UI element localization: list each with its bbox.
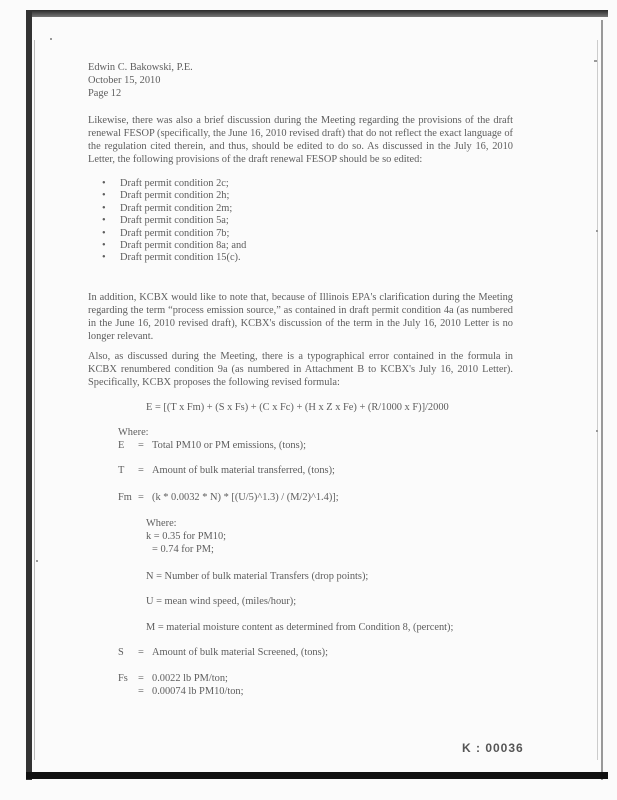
scan-speck — [596, 230, 598, 232]
symbol-e: E — [118, 440, 125, 451]
scan-left-line — [34, 40, 35, 760]
definition-fm: (k * 0.0032 * N) * [(U/5)^1.3) / (M/2)^1.4)]; — [152, 492, 339, 503]
list-item: • Draft permit condition 8a; and — [102, 240, 246, 252]
scan-bottom-edge — [26, 772, 608, 779]
scan-speck — [50, 38, 52, 40]
revised-formula: E = [(T x Fm) + (S x Fs) + (C x Fc) + (H x Z x Fe) + (R/1000 x F)]/2000 — [146, 402, 449, 413]
scan-left-edge — [26, 10, 32, 780]
where-label: Where: — [118, 427, 149, 438]
equals-sign: = — [138, 465, 144, 476]
definition-e: Total PM10 or PM emissions, (tons); — [152, 440, 306, 451]
list-item: • Draft permit condition 5a; — [102, 215, 246, 227]
equals-sign: = — [138, 647, 144, 658]
symbol-fm: Fm — [118, 492, 132, 503]
definition-n: N = Number of bulk material Transfers (drop points); — [146, 571, 369, 582]
scan-top-edge — [28, 10, 608, 17]
bates-stamp: K : 00036 — [462, 741, 524, 755]
inner-where-label: Where: — [146, 518, 177, 529]
paragraph-3: Also, as discussed during the Meeting, there is a typographical error contained in the formula in KCBX renumbered condition 9a (as numbered in Attachment B to KCBX's July 16, 2010 Letter). Specifically, KCBX proposes the following revised formula: — [88, 351, 513, 388]
definition-u: U = mean wind speed, (miles/hour); — [146, 596, 297, 607]
permit-condition-list — [102, 178, 246, 265]
definition-m: M = material moisture content as determined from Condition 8, (percent); — [146, 622, 454, 633]
list-item: • Draft permit condition 2c; — [102, 178, 246, 190]
scan-right-line — [597, 40, 598, 760]
symbol-t: T — [118, 465, 125, 476]
scan-right-edge — [601, 20, 603, 780]
k-value-pm: = 0.74 for PM; — [152, 544, 214, 555]
equals-sign: = — [138, 686, 144, 697]
symbol-fs: Fs — [118, 673, 128, 684]
definition-s: Amount of bulk material Screened, (tons); — [152, 647, 329, 658]
list-item: • Draft permit condition 7b; — [102, 228, 246, 240]
list-item: • Draft permit condition 2h; — [102, 190, 246, 202]
list-item: • Draft permit condition 15(c). — [102, 252, 246, 264]
paragraph-2: In addition, KCBX would like to note that, because of Illinois EPA's clarification during the Meeting regarding the term “process emission source,” as contained in draft permit condition 4a (as numbered in the June 16, 2010 revised draft), KCBX's discussion of the term in the July 16, 2010 Letter is no longer relevant. — [88, 292, 513, 342]
recipient-name: Edwin C. Bakowski, P.E. — [88, 62, 193, 73]
list-item: • Draft permit condition 2m; — [102, 203, 246, 215]
definition-fs-pm: 0.0022 lb PM/ton; — [152, 673, 228, 684]
letter-date: October 15, 2010 — [88, 75, 161, 86]
scan-speck — [594, 60, 597, 62]
equals-sign: = — [138, 440, 144, 451]
scan-speck — [596, 430, 598, 432]
equals-sign: = — [138, 492, 144, 503]
k-value-pm10: k = 0.35 for PM10; — [146, 531, 227, 542]
page-number: Page 12 — [88, 88, 122, 99]
definition-fs-pm10: 0.00074 lb PM10/ton; — [152, 686, 244, 697]
symbol-s: S — [118, 647, 124, 658]
paragraph-1: Likewise, there was also a brief discussion during the Meeting regarding the provisions of the draft renewal FESOP (specifically, the June 16, 2010 revised draft) that do not reflect the exact language of the regulation cited therein, and thus, should be edited to do so. As discussed in the July 16, 2010 Letter, the following provisions of the draft renewal FESOP should be so edited: — [88, 115, 513, 165]
equals-sign: = — [138, 673, 144, 684]
scan-speck — [36, 560, 38, 562]
definition-t: Amount of bulk material transferred, (tons); — [152, 465, 335, 476]
